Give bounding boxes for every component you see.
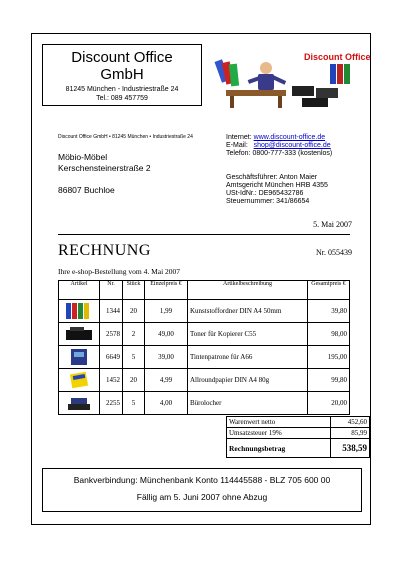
due-date: Fällig am 5. Juni 2007 ohne Abzug bbox=[136, 492, 268, 502]
contact-phone: Telefon: 0800-777-333 (kostenlos) bbox=[226, 150, 333, 157]
company-name-line2: GmbH bbox=[100, 66, 144, 83]
recipient-city: 86807 Buchloe bbox=[58, 185, 115, 195]
invoice-date: 5. Mai 2007 bbox=[313, 220, 352, 229]
legal-block bbox=[226, 174, 328, 206]
managing-director: Geschäftsführer: Anton Maier bbox=[226, 174, 318, 181]
email-label: E-Mail: bbox=[226, 142, 248, 149]
vat-id: USt-IdNr.: DE965432786 bbox=[226, 190, 304, 197]
table-row bbox=[59, 323, 350, 346]
internet-label: Internet: bbox=[226, 134, 252, 141]
toner-icon bbox=[64, 325, 94, 343]
item-total: 39,80 bbox=[308, 300, 350, 323]
recipient-street: Kerschensteinerstraße 2 bbox=[58, 163, 151, 173]
item-description: Bürolocher bbox=[188, 392, 308, 415]
recipient-address bbox=[58, 152, 151, 196]
item-quantity: 2 bbox=[123, 323, 145, 346]
order-reference: Ihre e-shop-Bestellung vom 4. Mai 2007 bbox=[58, 267, 181, 276]
bank-details: Bankverbindung: Münchenbank Konto 114445588 - BLZ 705 600 00 bbox=[73, 475, 331, 485]
item-quantity: 20 bbox=[123, 369, 145, 392]
item-unit-price: 39,00 bbox=[145, 346, 188, 369]
item-nr: 1344 bbox=[100, 300, 123, 323]
item-image bbox=[59, 300, 100, 323]
item-image bbox=[59, 392, 100, 415]
company-address: 81245 München - Industriestraße 24 bbox=[65, 86, 179, 93]
item-image bbox=[59, 323, 100, 346]
items-table bbox=[58, 280, 350, 415]
register-court: Amtsgericht München HRB 4355 bbox=[226, 182, 328, 189]
item-total: 99,80 bbox=[308, 369, 350, 392]
invoice-title: RECHNUNG bbox=[58, 242, 151, 259]
item-unit-price: 1,99 bbox=[145, 300, 188, 323]
item-description: Toner für Kopierer C55 bbox=[188, 323, 308, 346]
net-row bbox=[227, 417, 370, 428]
item-unit-price: 4,00 bbox=[145, 392, 188, 415]
total-label: Rechnungsbetrag bbox=[227, 439, 331, 458]
item-nr: 1452 bbox=[100, 369, 123, 392]
tax-number: Steuernummer: 341/86654 bbox=[226, 198, 310, 205]
vat-row bbox=[227, 428, 370, 439]
item-image bbox=[59, 346, 100, 369]
item-description: Allroundpapier DIN A4 80g bbox=[188, 369, 308, 392]
table-row bbox=[59, 392, 350, 415]
item-nr: 2255 bbox=[100, 392, 123, 415]
invoice-number: Nr. 055439 bbox=[316, 248, 352, 257]
net-value: 452,60 bbox=[331, 417, 370, 428]
item-image bbox=[59, 369, 100, 392]
company-phone: Tel.: 089 457759 bbox=[96, 95, 148, 102]
table-row bbox=[59, 300, 350, 323]
vat-value: 85,99 bbox=[331, 428, 370, 439]
table-row bbox=[59, 369, 350, 392]
table-header-row bbox=[59, 281, 350, 300]
header-einzelpreis: Einzelpreis € bbox=[145, 281, 188, 300]
hole-punch-icon bbox=[66, 394, 92, 412]
logo-text: Discount Office bbox=[304, 52, 371, 62]
bank-footer bbox=[42, 468, 362, 512]
header-stueck: Stück bbox=[123, 281, 145, 300]
item-total: 195,00 bbox=[308, 346, 350, 369]
header-beschreibung: Artikelbeschreibung bbox=[188, 281, 308, 300]
item-unit-price: 4,99 bbox=[145, 369, 188, 392]
vat-label: Umsatzsteuer 19% bbox=[227, 428, 331, 439]
item-nr: 6649 bbox=[100, 346, 123, 369]
net-label: Warenwert netto bbox=[227, 417, 331, 428]
email-link[interactable]: shop@discount-office.de bbox=[253, 142, 331, 149]
item-total: 20,00 bbox=[308, 392, 350, 415]
item-quantity: 20 bbox=[123, 300, 145, 323]
contact-block bbox=[226, 134, 332, 158]
table-row bbox=[59, 346, 350, 369]
company-header bbox=[42, 44, 202, 106]
company-name-line1: Discount Office bbox=[71, 49, 173, 66]
header-nr: Nr. bbox=[100, 281, 123, 300]
item-quantity: 5 bbox=[123, 392, 145, 415]
header-gesamtpreis: Gesamtpreis € bbox=[308, 281, 350, 300]
logo-illustration-icon bbox=[212, 50, 371, 110]
total-row bbox=[227, 439, 370, 458]
invoice-page bbox=[31, 33, 371, 525]
divider bbox=[58, 234, 350, 235]
item-description: Tintenpatrone für A66 bbox=[188, 346, 308, 369]
item-nr: 2578 bbox=[100, 323, 123, 346]
summary-table bbox=[226, 416, 370, 458]
website-link[interactable]: www.discount-office.de bbox=[253, 134, 326, 141]
item-total: 98,00 bbox=[308, 323, 350, 346]
ink-cartridge-icon bbox=[68, 348, 90, 366]
header-artikel: Artikel bbox=[59, 281, 100, 300]
item-description: Kunststoffordner DIN A4 50mm bbox=[188, 300, 308, 323]
sender-line: Discount Office GmbH • 81245 München • Industriestraße 24 bbox=[58, 134, 193, 140]
binders-icon bbox=[65, 302, 93, 320]
recipient-name: Möbio-Möbel bbox=[58, 152, 108, 162]
paper-icon bbox=[68, 371, 90, 389]
total-value: 538,59 bbox=[331, 439, 370, 458]
company-logo bbox=[212, 50, 371, 110]
item-quantity: 5 bbox=[123, 346, 145, 369]
item-unit-price: 49,00 bbox=[145, 323, 188, 346]
